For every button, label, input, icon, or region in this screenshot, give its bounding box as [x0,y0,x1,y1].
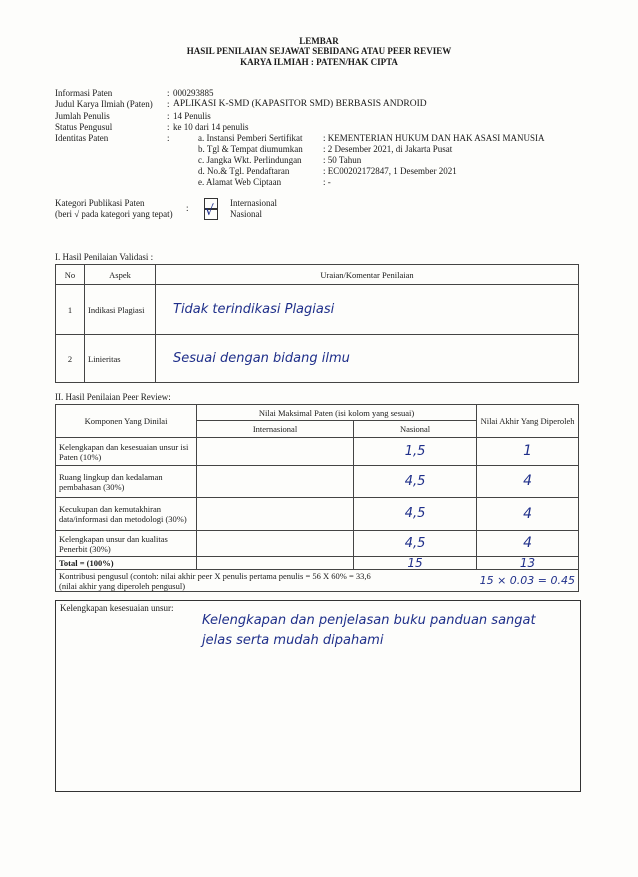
komentar-box [55,600,581,792]
kontribusi-row [56,570,579,592]
table-row: Ruang lingkup dan kedalaman pembahasan (30%) 4,5 4 [56,466,579,498]
handwritten-komentar-line2: jelas serta mudah dipahami [202,633,384,648]
section-peer-title: II. Hasil Penilaian Peer Review: [55,392,171,402]
peer-head-internasional: Internasional [197,421,354,438]
check-mark-icon: √ [205,203,214,219]
handwritten-comment: Sesuai dengan bidang ilmu [173,350,350,366]
table-row: 1 Indikasi Plagiasi Tidak terindikasi Plagiasi [56,285,579,335]
validasi-head-no: No [56,265,85,285]
table-row: Kelengkapan dan kesesuaian unsur isi Paten (10%) 1,5 1 [56,438,579,466]
peer-head-nasional: Nasional [354,421,477,438]
kontribusi-label: Kontribusi pengusul (contoh: nilai akhir peer X penulis pertama penulis = 56 X 60% = 33,6 [59,570,371,581]
kontribusi-hint: (nilai akhir yang diperoleh pengusul) [59,580,186,591]
kontribusi-value: 15 × 0.03 = 0.45 [479,573,575,587]
label-internasional: Internasional [230,198,277,208]
section-validasi-title: I. Hasil Penilaian Validasi : [55,252,154,262]
validasi-table [55,264,579,383]
peer-head-nilai-max: Nilai Maksimal Paten (isi kolom yang sesuai) [197,405,477,421]
table-row: Kecukupan dan kemutakhiran data/informasi dan metodologi (30%) 4,5 4 [56,498,579,531]
validasi-komentar-cell [156,285,579,335]
table-row: 2 Linieritas Sesuai dengan bidang ilmu [56,335,579,383]
doc-title-line3: KARYA ILMIAH : PATEN/HAK CIPTA [240,57,398,67]
peer-table [55,404,579,592]
kategori-hint: (beri √ pada kategori yang tepat) [55,209,173,219]
doc-title-line2: HASIL PENILAIAN SEJAWAT SEBIDANG ATAU PEER REVIEW [186,46,452,56]
kategori-colon: : [186,203,189,213]
validasi-head-uraian: Uraian/Komentar Penilaian [156,265,579,285]
komentar-label: Kelengkapan kesesuaian unsur: [60,603,174,613]
peer-head-akhir: Nilai Akhir Yang Diperoleh [477,405,579,438]
table-row: Kelengkapan unsur dan kualitas Penerbit (30%) 4,5 4 [56,531,579,557]
doc-title-line1: LEMBAR [299,36,339,46]
label-nasional: Nasional [230,209,262,219]
handwritten-comment: Tidak terindikasi Plagiasi [173,301,335,317]
total-row: Total = (100%) 15 13 [56,557,579,570]
validasi-komentar-cell [156,335,579,383]
kategori-label: Kategori Publikasi Paten [55,198,145,208]
validasi-head-aspek: Aspek [85,265,156,285]
handwritten-komentar-line1: Kelengkapan dan penjelasan buku panduan sangat [202,613,536,628]
peer-head-komponen: Komponen Yang Dinilai [56,405,197,438]
